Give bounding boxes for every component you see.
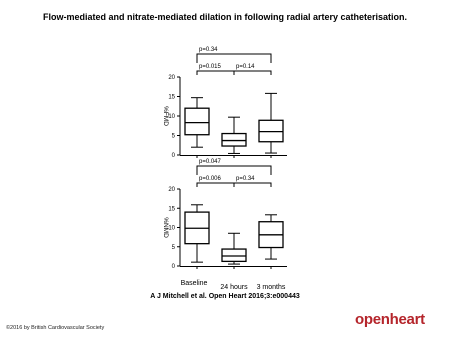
panel2-y-label: %NMD (162, 217, 169, 238)
panel1-bracket (197, 71, 234, 75)
panel1-y-tick-label: 0 (171, 153, 175, 159)
panel2-y-tick-label: 10 (168, 225, 175, 232)
panel1-y-tick-label: 20 (168, 75, 175, 81)
panel2-p-value: p=0.34 (236, 176, 255, 182)
figure-title: Flow-mediated and nitrate-mediated dilation in following radial artery catheterisation. (42, 12, 408, 22)
panel1-y-tick-label: 15 (168, 94, 175, 101)
panel2-category-label: 3 months (256, 284, 286, 291)
panel2-bracket (197, 166, 271, 175)
panel1-box (185, 108, 209, 135)
panel2-box (222, 249, 246, 261)
citation-text: A J Mitchell et al. Open Heart 2016;3:e000443 (150, 293, 300, 300)
panel1-y-tick-label: 5 (171, 133, 175, 140)
panel1-p-value: p=0.34 (199, 47, 218, 53)
panel1-y-label: %FMD (162, 106, 169, 126)
panel2-y-tick-label: 5 (171, 244, 175, 251)
panel2-y-tick-label: 0 (171, 264, 175, 270)
panel2-p-value: p=0.047 (199, 159, 221, 165)
panel1-bracket (234, 71, 271, 75)
panel2-y-tick-label: 15 (168, 206, 175, 213)
panel2-bracket (197, 183, 234, 187)
panel2-y-tick-label: 20 (168, 187, 175, 193)
panel2-p-value: p=0.006 (199, 176, 221, 182)
copyright-text: ©2016 by British Cardiovascular Society (6, 325, 105, 331)
panel2-bracket (234, 183, 271, 187)
panel1-bracket (197, 54, 271, 63)
panel2-category-label: 24 hours (220, 284, 248, 291)
panel1-y-tick-label: 10 (168, 114, 175, 120)
openheart-logo[interactable]: openheart (355, 311, 425, 328)
panel2-category-label: Baseline (180, 280, 208, 287)
panel1-p-value: p=0.14 (236, 64, 255, 70)
panel1-box (222, 134, 246, 146)
panel1-p-value: p=0.015 (199, 64, 221, 70)
